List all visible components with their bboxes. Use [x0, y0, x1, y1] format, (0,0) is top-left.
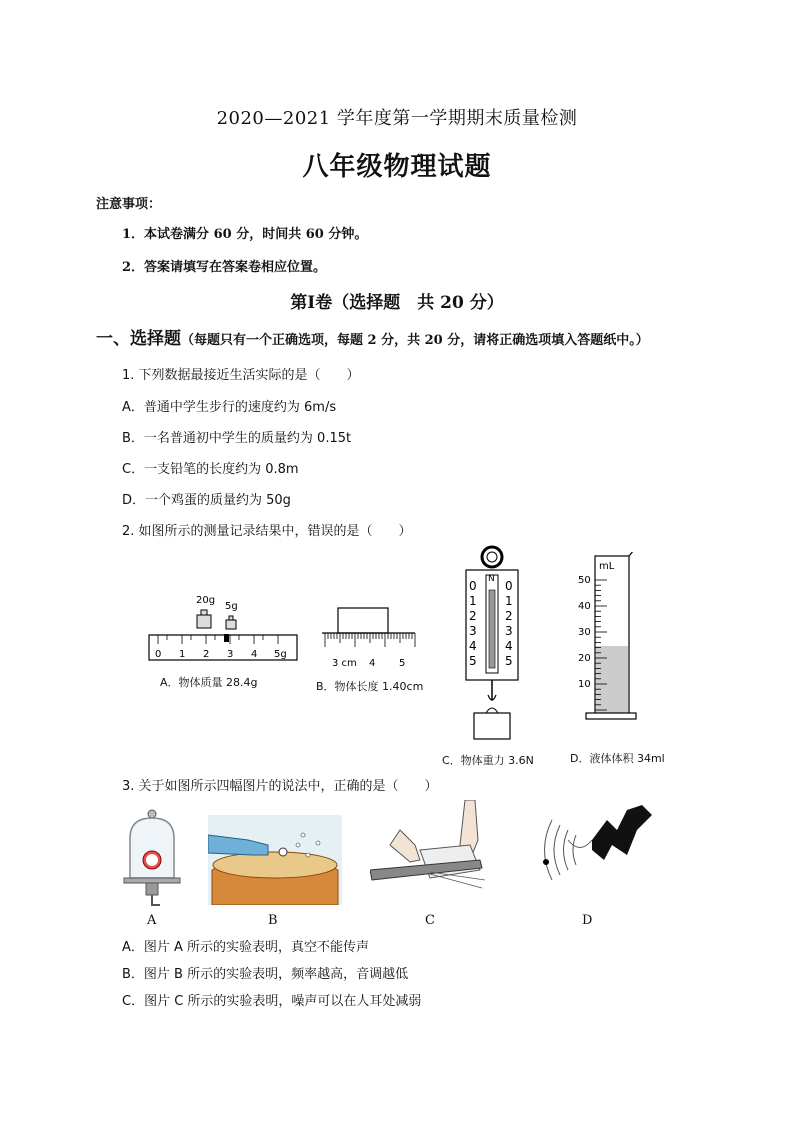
cylinder-scale-label: 30 [578, 627, 591, 638]
figure-ruler-vibration [370, 800, 490, 905]
scale-label: 3 [227, 649, 234, 660]
paper-title: 八年级物理试题 [302, 152, 492, 182]
figure-label: C [425, 913, 435, 928]
spring-scale-label-right: 3 [505, 624, 513, 638]
question-3-option-a: A．图片 A 所示的实验表明，真空不能传声 [122, 940, 370, 955]
scale-label: 4 [251, 649, 258, 660]
exam-title: 2020—2021 学年度第一学期期末质量检测 [216, 108, 578, 129]
question-3-option-c: C．图片 C 所示的实验表明，噪声可以在人耳处减弱 [122, 994, 422, 1009]
question-1-option-a: A．普通中学生步行的速度约为 6m/s [122, 400, 337, 415]
cylinder-unit: mL [599, 561, 615, 572]
measured-block [338, 608, 388, 633]
weight-5g-label: 5g [225, 601, 238, 612]
figure-d-caption: D．液体体积 34ml [570, 752, 665, 765]
insect-icon [543, 859, 549, 865]
bat-icon [592, 805, 652, 860]
figure-spring-scale [462, 545, 522, 745]
weight-20g [197, 615, 211, 628]
hanging-weight [474, 713, 510, 739]
rider-weight [224, 634, 229, 642]
section-title [96, 324, 649, 349]
weight-20g-label: 20g [196, 595, 216, 606]
figure-b-caption: B．物体长度 1.40cm [316, 680, 424, 693]
figure-bat-echolocation [532, 800, 654, 900]
ruler-label: 3 cm [332, 658, 357, 669]
left-hand [390, 830, 420, 862]
question-1-stem: 1. 下列数据最接近生活实际的是（ ） [122, 368, 360, 383]
spring-scale-label-left: 4 [469, 639, 477, 653]
notice-heading: 注意事项： [96, 197, 162, 212]
spring-scale-label-left: 5 [469, 654, 477, 668]
spring-scale-label-left: 2 [469, 609, 477, 623]
scale-label: 1 [179, 649, 186, 660]
scale-label: 0 [155, 649, 162, 660]
question-1-option-c: C．一支铅笔的长度约为 0.8m [122, 462, 299, 477]
scale-label: 2 [203, 649, 210, 660]
spring-scale-label-left: 3 [469, 624, 477, 638]
scale-unit-label: N [488, 574, 495, 584]
question-2-stem: 2. 如图所示的测量记录结果中，错误的是（ ） [122, 524, 412, 539]
spring-scale-label-left: 0 [469, 579, 477, 593]
cylinder-scale-label: 50 [578, 575, 591, 586]
cylinder-base [586, 713, 636, 719]
figure-label: A [147, 913, 157, 928]
figure-bell-jar [122, 808, 182, 908]
cylinder-scale-label: 40 [578, 601, 591, 612]
spring-scale-label-right: 4 [505, 639, 513, 653]
figure-measuring-cylinder [570, 552, 650, 722]
ruler-label: 4 [369, 658, 376, 669]
notice-item: 1．本试卷满分 60 分，时间共 60 分钟。 [122, 227, 368, 242]
figure-label: D [582, 913, 593, 928]
section-note: （每题只有一个正确选项，每题 2 分，共 20 分，请将正确选项填入答题纸中。） [181, 333, 649, 348]
spring-scale-label-right: 1 [505, 594, 513, 608]
weight-5g [226, 620, 236, 629]
cylinder-scale-label: 10 [578, 679, 591, 690]
part-title: 第Ⅰ卷（选择题 共 20 分） [290, 293, 504, 313]
figure-drum [208, 815, 342, 905]
notice-item: 2．答案请填写在答案卷相应位置。 [122, 260, 327, 275]
spring-scale-label-right: 5 [505, 654, 513, 668]
spring-scale-label-left: 1 [469, 594, 477, 608]
question-1-option-d: D．一个鸡蛋的质量约为 50g [122, 493, 291, 508]
figure-c-caption: C．物体重力 3.6N [442, 754, 534, 767]
question-1-option-b: B．一名普通初中学生的质量约为 0.15t [122, 431, 352, 446]
spring-scale-label-right: 2 [505, 609, 513, 623]
section-title-text: 一、选择题 [96, 329, 181, 349]
figure-label: B [268, 913, 278, 928]
ruler-label: 5 [399, 658, 406, 669]
question-3-option-b: B．图片 B 所示的实验表明，频率越高，音调越低 [122, 967, 409, 982]
figure-ruler [320, 605, 420, 670]
spring-scale-label-right: 0 [505, 579, 513, 593]
cylinder-scale-label: 20 [578, 653, 591, 664]
figure-a-caption: A．物体质量 28.4g [160, 676, 258, 689]
scale-label: 5g [274, 649, 287, 660]
question-3-stem: 3. 关于如图所示四幅图片的说法中，正确的是（ ） [122, 779, 438, 794]
